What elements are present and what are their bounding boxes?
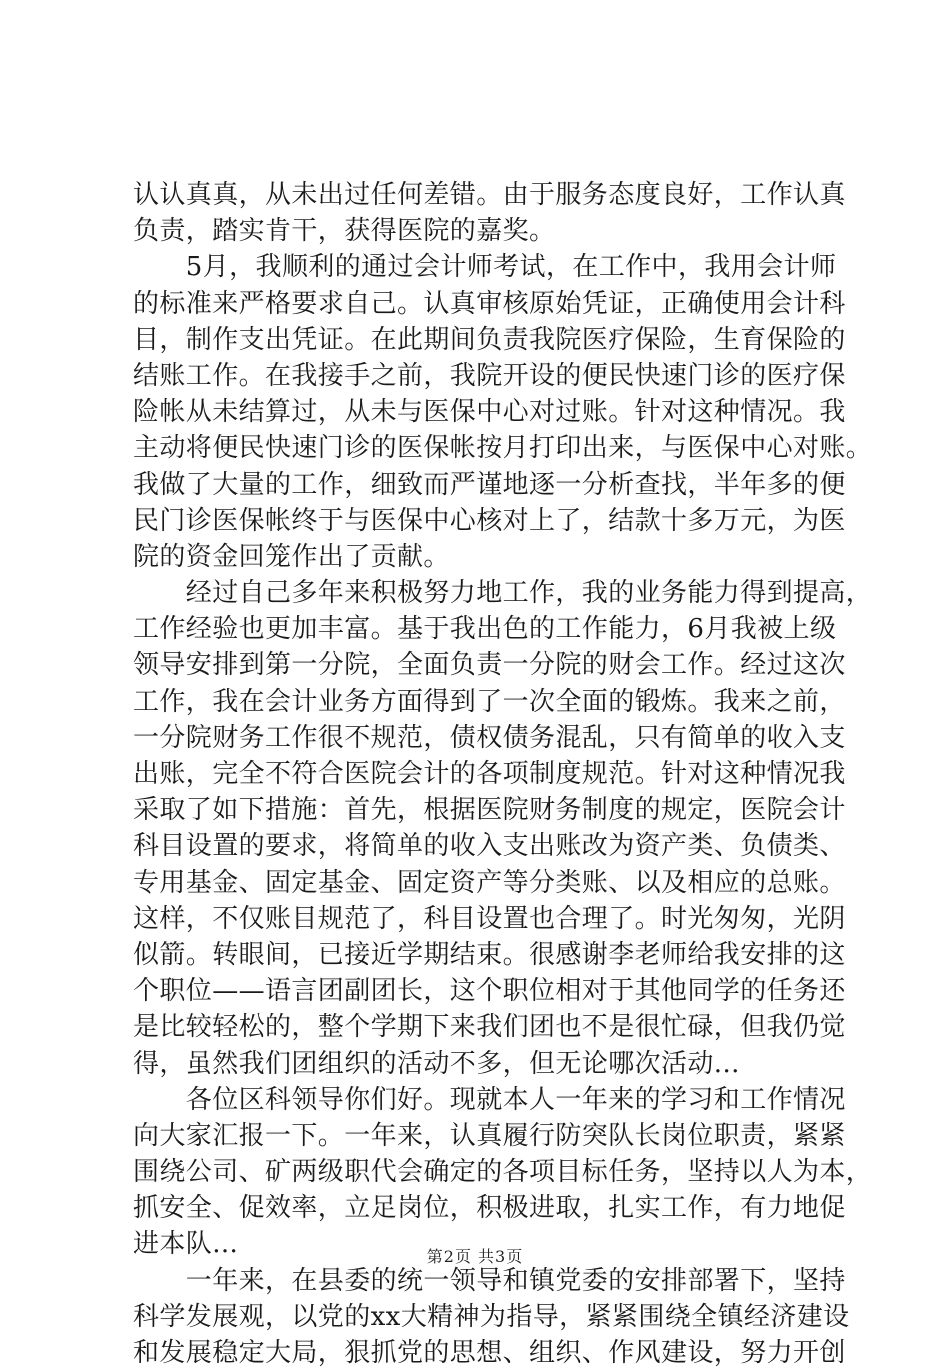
text-line: 主动将便民快速门诊的医保帐按月打印出来，与医保中心对账。 [133, 433, 873, 464]
text-line: 是比较轻松的，整个学期下来我们团也不是很忙碌，但我仍觉 [133, 1012, 846, 1043]
text-line: 工作经验也更加丰富。基于我出色的工作能力，6月我被上级 [133, 614, 837, 645]
text-line: 这样，不仅账目规范了，科目设置也合理了。时光匆匆，光阴 [133, 903, 846, 934]
text-line: 向大家汇报一下。一年来，认真履行防突队长岗位职责，紧紧 [133, 1120, 846, 1151]
text-line: 5月，我顺利的通过会计师考试，在工作中，我用会计师 [133, 252, 837, 283]
text-line: 出账，完全不符合医院会计的各项制度规范。针对这种情况我 [133, 759, 846, 789]
text-line: 进本队... [133, 1229, 239, 1260]
text-line: 民门诊医保帐终于与医保中心核对上了，结款十多万元，为医 [133, 505, 846, 536]
text-line: 围绕公司、矿两级职代会确定的各项目标任务，坚持以人为本， [133, 1157, 873, 1188]
text-line: 采取了如下措施：首先，根据医院财务制度的规定，医院会计 [133, 795, 846, 826]
text-line: 各位区科领导你们好。现就本人一年来的学习和工作情况 [133, 1084, 846, 1115]
page-number-footer: 第2页 共3页 [426, 1247, 524, 1266]
text-line: 抓安全、促效率，立足岗位，积极进取，扎实工作，有力地促 [133, 1193, 846, 1224]
text-line: 一分院财务工作很不规范，债权债务混乱，只有简单的收入支 [133, 722, 846, 753]
text-line: 领导安排到第一分院，全面负责一分院的财会工作。经过这次 [133, 650, 846, 681]
text-line: 认认真真，从未出过任何差错。由于服务态度良好，工作认真 [133, 180, 846, 210]
text-line: 一年来，在县委的统一领导和镇党委的安排部署下，坚持 [133, 1265, 846, 1296]
text-line: 经过自己多年来积极努力地工作，我的业务能力得到提高， [133, 578, 873, 609]
text-line: 工作，我在会计业务方面得到了一次全面的锻炼。我来之前， [133, 686, 846, 717]
text-line: 似箭。转眼间，已接近学期结束。很感谢李老师给我安排的这 [133, 939, 846, 970]
text-line: 目，制作支出凭证。在此期间负责我院医疗保险，生育保险的 [133, 324, 846, 355]
text-line: 险帐从未结算过，从未与医保中心对过账。针对这种情况。我 [133, 397, 846, 428]
text-line: 和发展稳定大局，狠抓党的思想、组织、作风建设，努力开创 [133, 1338, 846, 1368]
text-line: 个职位——语言团副团长，这个职位相对于其他同学的任务还 [133, 976, 846, 1007]
text-line: 科学发展观，以党的xx大精神为指导，紧紧围绕全镇经济建设 [133, 1301, 850, 1332]
text-line: 负责，踏实肯干，获得医院的嘉奖。 [133, 216, 556, 247]
text-line: 科目设置的要求，将简单的收入支出账改为资产类、负债类、 [133, 831, 846, 862]
text-line: 专用基金、固定基金、固定资产等分类账、以及相应的总账。 [133, 867, 846, 898]
text-line: 的标准来严格要求自己。认真审核原始凭证，正确使用会计科 [133, 288, 846, 319]
text-line: 院的资金回笼作出了贡献。 [133, 541, 450, 572]
text-line: 我做了大量的工作，细致而严谨地逐一分析查找，半年多的便 [133, 469, 846, 500]
document-body [133, 177, 873, 1371]
text-line: 得，虽然我们团组织的活动不多，但无论哪次活动... [133, 1048, 740, 1079]
text-line: 结账工作。在我接手之前，我院开设的便民快速门诊的医疗保 [133, 360, 846, 391]
